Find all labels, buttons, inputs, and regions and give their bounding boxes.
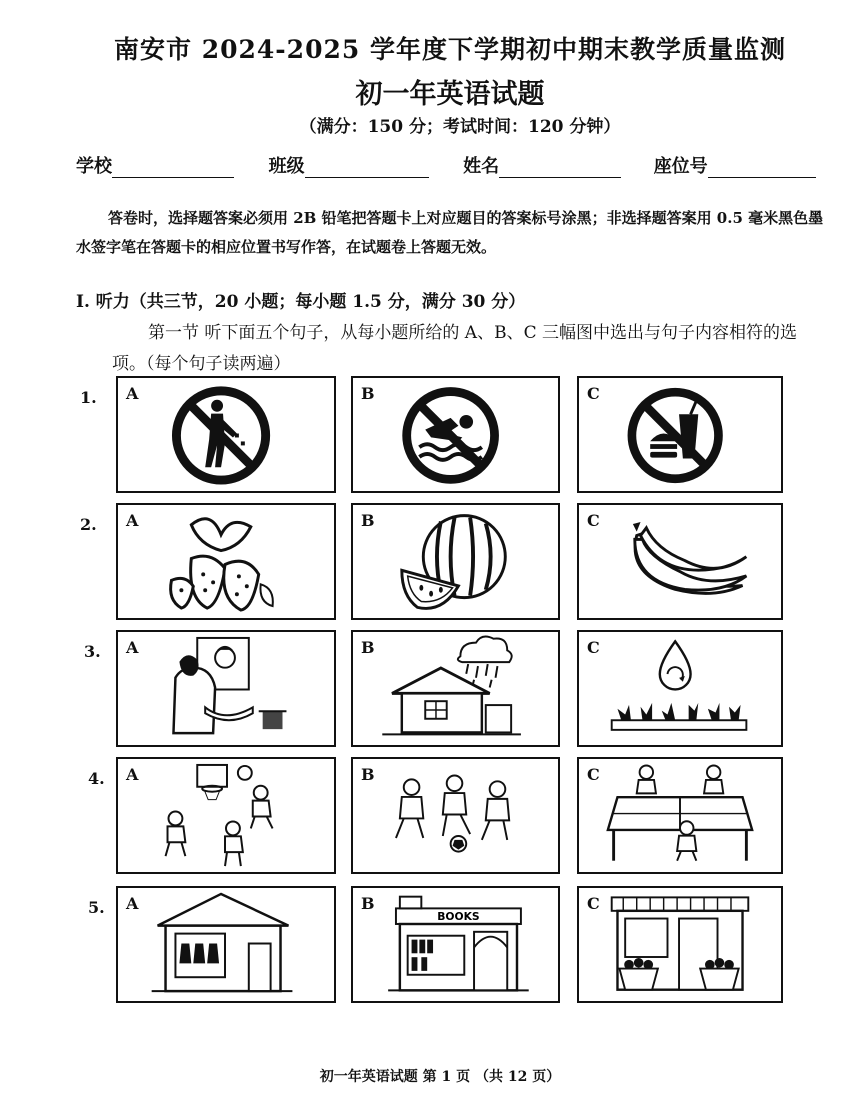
school-label: 学校: [76, 156, 112, 177]
question-number: 5.: [88, 898, 105, 917]
exam-info: （满分：150 分；考试时间：120 分钟）: [299, 117, 621, 137]
no-swimming-icon: [353, 378, 558, 491]
bookstore-icon: [353, 888, 558, 1001]
option-letter: C: [587, 384, 600, 403]
option-picture-box: [351, 503, 560, 620]
option-letter: B: [361, 384, 375, 403]
strawberry-icon: [118, 505, 334, 618]
school-blank[interactable]: [112, 159, 234, 178]
name-blank[interactable]: [499, 159, 621, 178]
option-picture-box: [351, 757, 560, 874]
option-letter: B: [361, 894, 375, 913]
ping-pong-icon: [579, 759, 781, 872]
question-number: 2.: [80, 515, 97, 534]
option-picture-box: [577, 630, 783, 747]
option-picture-box: [577, 376, 783, 493]
washing-hands-icon: [118, 632, 334, 745]
part1-instructions: 第一节 听下面五个句子，从每小题所给的 A、B、C 三幅图中选出与句子内容相符的选项。（每个句子读两遍）: [112, 323, 797, 374]
option-letter: C: [587, 511, 600, 530]
question-number: 3.: [84, 642, 101, 661]
fruit-shop-icon: [579, 888, 781, 1001]
option-picture-box: [116, 886, 336, 1003]
option-letter: B: [361, 638, 375, 657]
option-picture-box: [577, 886, 783, 1003]
rain-house-icon: [353, 632, 558, 745]
no-littering-icon: [118, 378, 334, 491]
section-heading: I. 听力（共三节，20 小题；每小题 1.5 分，满分 30 分）: [76, 292, 526, 312]
bookstore-sign-text: BOOKS: [437, 910, 480, 924]
option-letter: B: [361, 511, 375, 530]
option-letter: C: [587, 894, 600, 913]
option-picture-box: [116, 630, 336, 747]
class-blank[interactable]: [305, 159, 429, 178]
instructions: 答卷时，选择题答案必须用 2B 铅笔把答题卡上对应题目的答案标号涂黑；非选择题答案用 0.5 毫米黑色墨水签字笔在答题卡的相应位置书写作答，在试题卷上答题无效。: [76, 209, 824, 256]
question-number: 1.: [80, 388, 97, 407]
option-letter: B: [361, 765, 375, 784]
banana-icon: [579, 505, 781, 618]
seat-blank[interactable]: [708, 159, 816, 178]
football-icon: [353, 759, 558, 872]
class-label: 班级: [268, 156, 305, 177]
exam-title: 南安市 2024-2025 学年度下学期初中期末教学质量监测: [114, 35, 786, 64]
option-picture-box: [351, 376, 560, 493]
name-label: 姓名: [463, 156, 500, 177]
exam-subtitle: 初一年英语试题: [355, 79, 545, 110]
option-letter: A: [126, 384, 139, 403]
watermelon-icon: [353, 505, 558, 618]
student-info-fields: [76, 152, 816, 178]
option-picture-box: [116, 503, 336, 620]
water-drop-plants-icon: [579, 632, 781, 745]
option-letter: A: [126, 894, 139, 913]
seat-label: 座位号: [653, 156, 708, 177]
option-picture-box: [116, 757, 336, 874]
option-picture-box: [577, 503, 783, 620]
option-picture-box: [351, 630, 560, 747]
option-letter: C: [587, 638, 600, 657]
option-letter: C: [587, 765, 600, 784]
option-letter: A: [126, 511, 139, 530]
option-letter: A: [126, 638, 139, 657]
option-picture-box: [577, 757, 783, 874]
option-letter: A: [126, 765, 139, 784]
question-number: 4.: [88, 769, 105, 788]
option-picture-box: [116, 376, 336, 493]
no-food-icon: [579, 378, 781, 491]
page-footer: 初一年英语试题 第 1 页 （共 12 页）: [319, 1069, 561, 1085]
clothes-shop-icon: [118, 888, 334, 1001]
option-picture-box: [351, 886, 560, 1003]
basketball-icon: [118, 759, 334, 872]
